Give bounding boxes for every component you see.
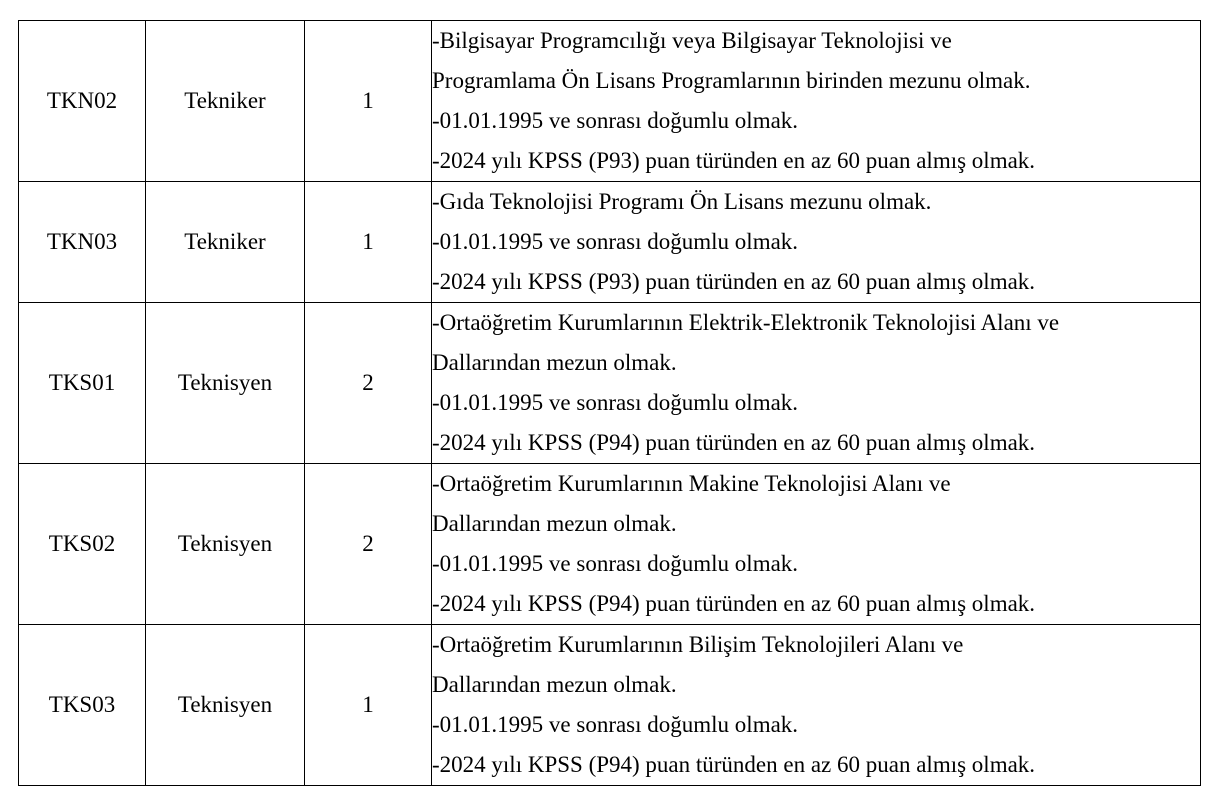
requirement-line: -01.01.1995 ve sonrası doğumlu olmak. [432, 712, 799, 737]
requirements-cell [432, 625, 1201, 786]
requirements-cell [432, 182, 1201, 303]
position-title: Tekniker [146, 21, 305, 182]
table-row [19, 21, 1201, 182]
requirement-line: -Bilgisayar Programcılığı veya Bilgisayar Teknolojisi ve [432, 28, 952, 53]
requirement-line: Dallarından mezun olmak. [432, 350, 677, 375]
table-row [19, 303, 1201, 464]
requirements-cell [432, 303, 1201, 464]
position-count: 2 [305, 464, 432, 625]
requirement-line: -01.01.1995 ve sonrası doğumlu olmak. [432, 108, 799, 133]
position-title: Teknisyen [146, 303, 305, 464]
position-code: TKS02 [19, 464, 146, 625]
position-code: TKS03 [19, 625, 146, 786]
requirement-line: -2024 yılı KPSS (P94) puan türünden en az 60 puan almış olmak. [432, 752, 1036, 777]
requirement-line: -2024 yılı KPSS (P93) puan türünden en az 60 puan almış olmak. [432, 269, 1036, 294]
requirements-table [18, 20, 1201, 786]
requirement-line: -01.01.1995 ve sonrası doğumlu olmak. [432, 229, 799, 254]
position-count: 1 [305, 625, 432, 786]
requirement-line: -01.01.1995 ve sonrası doğumlu olmak. [432, 390, 799, 415]
requirement-line: Programlama Ön Lisans Programlarının birinden mezunu olmak. [432, 68, 1031, 93]
position-code: TKN03 [19, 182, 146, 303]
table-row [19, 625, 1201, 786]
requirement-line: -01.01.1995 ve sonrası doğumlu olmak. [432, 551, 799, 576]
position-code: TKN02 [19, 21, 146, 182]
requirement-line: -2024 yılı KPSS (P94) puan türünden en az 60 puan almış olmak. [432, 430, 1036, 455]
requirements-cell [432, 464, 1201, 625]
position-title: Teknisyen [146, 464, 305, 625]
requirement-line: -Ortaöğretim Kurumlarının Makine Teknolojisi Alanı ve [432, 471, 951, 496]
position-code: TKS01 [19, 303, 146, 464]
requirement-line: Dallarından mezun olmak. [432, 672, 677, 697]
position-count: 2 [305, 303, 432, 464]
requirement-line: -Ortaöğretim Kurumlarının Elektrik-Elektronik Teknolojisi Alanı ve [432, 310, 1060, 335]
requirement-line: -2024 yılı KPSS (P94) puan türünden en az 60 puan almış olmak. [432, 591, 1036, 616]
table-row [19, 464, 1201, 625]
requirement-line: -Gıda Teknolojisi Programı Ön Lisans mezunu olmak. [432, 189, 932, 214]
requirement-line: Dallarından mezun olmak. [432, 511, 677, 536]
requirement-line: -2024 yılı KPSS (P93) puan türünden en az 60 puan almış olmak. [432, 148, 1036, 173]
requirements-cell [432, 21, 1201, 182]
position-count: 1 [305, 182, 432, 303]
position-title: Teknisyen [146, 625, 305, 786]
position-title: Tekniker [146, 182, 305, 303]
table-row [19, 182, 1201, 303]
position-count: 1 [305, 21, 432, 182]
requirement-line: -Ortaöğretim Kurumlarının Bilişim Teknolojileri Alanı ve [432, 632, 964, 657]
